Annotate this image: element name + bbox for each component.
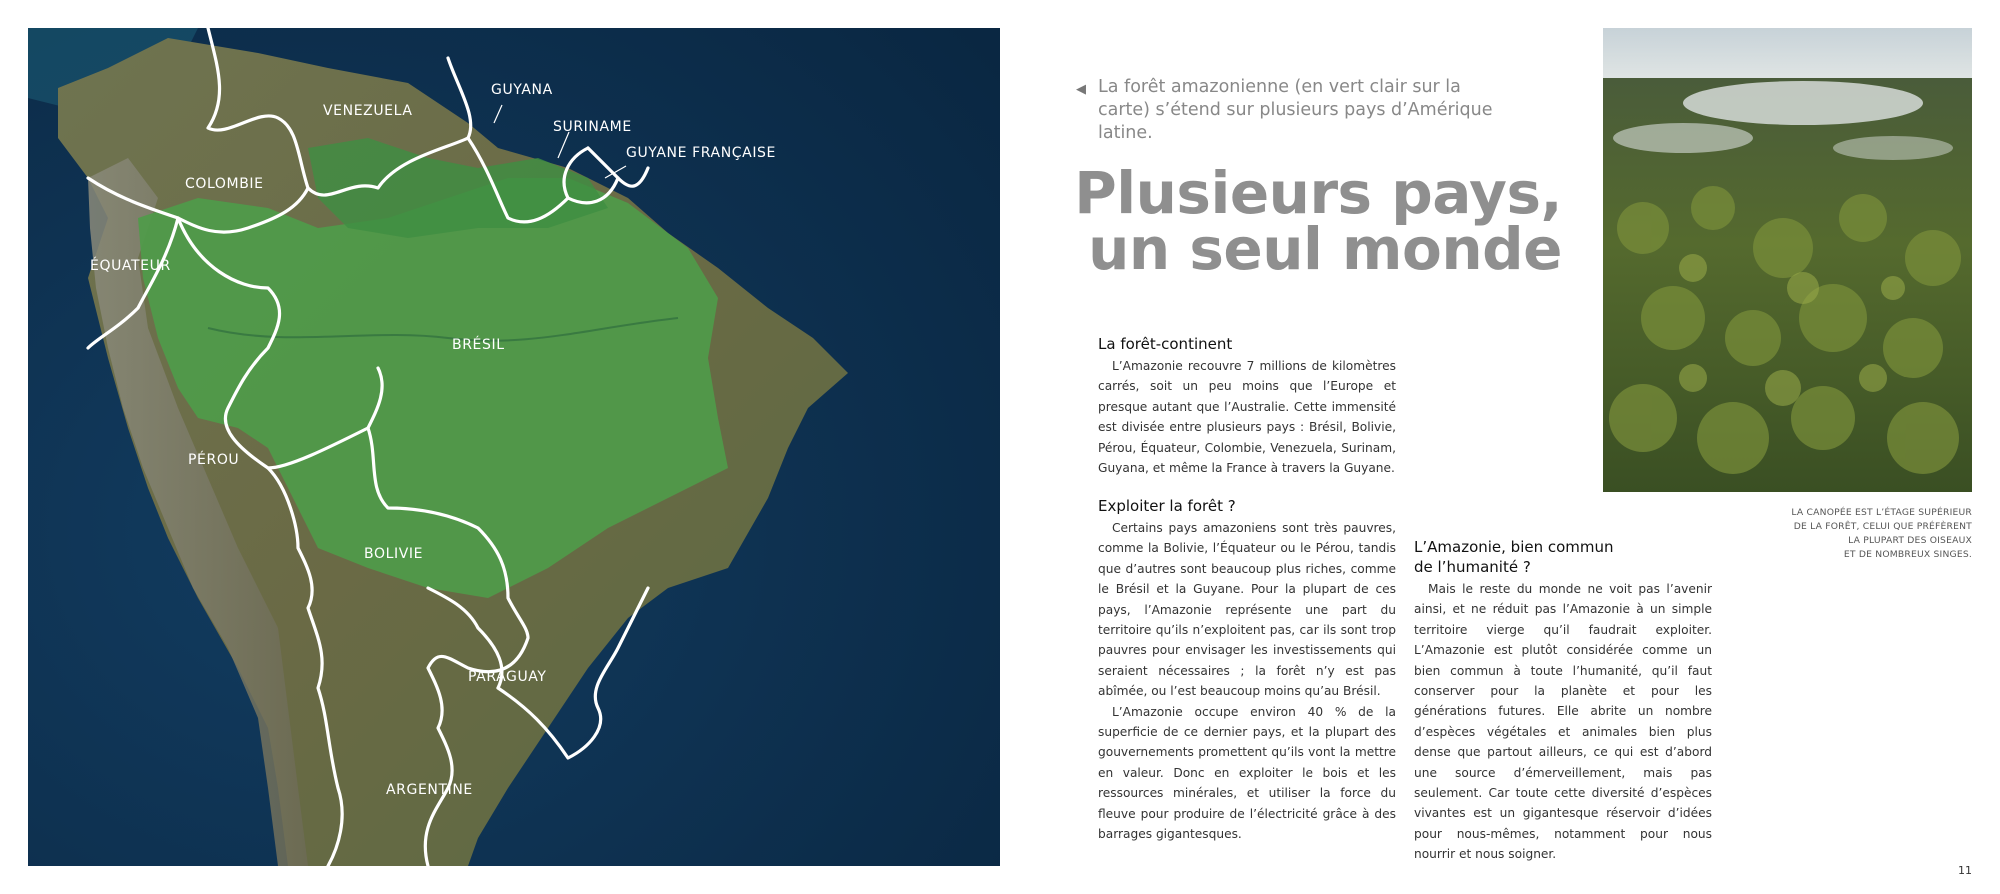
photo-caption-line: LA PLUPART DES OISEAUX [1848,535,1972,546]
label-paraguay: PARAGUAY [468,669,547,685]
page-number: 11 [1958,864,1972,877]
photo-caption-line: LA CANOPÉE EST L’ÉTAGE SUPÉRIEUR [1791,507,1972,518]
label-colombie: COLOMBIE [185,176,264,192]
heading-line-2: de l’humanité ? [1414,558,1531,576]
paragraph: Certains pays amazoniens sont très pauvres, comme la Bolivie, l’Équateur ou le Pérou, tandis que d’autres sont beaucoup plus riches, comme le Brésil et la Guyane. Pour la plupart de ces pays, l’Amazonie représente une part du territoire qu’ils n’exploitent pas, car ils sont trop pauvres pour envisager les investissements qui seraient nécessaires ; la forêt n’y est pas abîmée, ou l’est beaucoup moins qu’au Brésil. [1098,521,1396,699]
photo-caption-line: DE LA FORÊT, CELUI QUE PRÉFÈRENT [1793,521,1972,532]
canopy-photo [1603,28,1972,492]
section-exploiter-foret [1098,518,1396,845]
map-graphic [28,28,1000,866]
section-foret-continent [1098,356,1396,478]
page-title [1060,159,1562,283]
paragraph: L’Amazonie recouvre 7 millions de kilomètres carrés, soit un peu moins que l’Europe et presque autant que l’Australie. Cette immensité est divisée entre plusieurs pays : Brésil, Bolivie, Pérou, Équateur, Colombie, Venezuela, Surinam, Guyana, et même la France à travers la Guyane. [1098,359,1396,476]
label-bolivie: BOLIVIE [364,546,424,562]
paragraph: Mais le reste du monde ne voit pas l’avenir ainsi, et ne réduit pas l’Amazonie à un simple territoire vierge qu’il faudrait exploiter. L’Amazonie est plutôt considérée comme un bien commun à toute l’humanité, qu’il faut conserver pour la planète et pour les générations futures. Elle abrite un nombre d’espèces végétales et animales bien plus dense que partout ailleurs, ce qui est d’abord une source d’émerveillement, mais pas seulement. Car toute cette diversité d’espèces vivantes est un gigantesque réservoir d’idées pour nous-mêmes, notamment pour nous nourrir et nous soigner. [1414,582,1712,862]
title-line-1: Plusieurs pays, [1074,159,1562,227]
photo-caption [1700,506,1972,562]
title-line-2: un seul monde [1088,215,1562,283]
heading-exploiter-foret: Exploiter la forêt ? [1098,497,1236,515]
label-equateur: ÉQUATEUR [90,258,171,274]
paragraph: L’Amazonie occupe environ 40 % de la superficie de ce dernier pays, et la plupart des gouvernements promettent qu’ils vont la mettre en valeur. Donc en exploiter le bois et les ressources minérales, et utiliser la force du fleuve pour produire de l’électricité grâce à des barrages gigantesques. [1098,704,1396,842]
heading-bien-commun [1414,537,1614,577]
heading-line-1: L’Amazonie, bien commun [1414,538,1614,556]
label-suriname: SURINAME [553,119,632,135]
section-bien-commun [1414,579,1712,865]
heading-foret-continent: La forêt-continent [1098,335,1233,353]
map-caption: La forêt amazonienne (en vert clair sur la carte) s’étend sur plusieurs pays d’Amérique latine. [1098,77,1493,143]
caption-arrow-icon: ◀ [1076,82,1086,97]
label-argentine: ARGENTINE [386,782,473,798]
canopy-image [1603,28,1972,492]
label-guyana: GUYANA [491,82,553,98]
label-guyane-francaise: GUYANE FRANÇAISE [626,145,776,161]
south-america-map [28,28,1000,866]
photo-caption-line: ET DE NOMBREUX SINGES. [1843,549,1972,560]
label-perou: PÉROU [188,452,240,468]
label-bresil: BRÉSIL [452,337,505,353]
label-venezuela: VENEZUELA [323,103,413,119]
